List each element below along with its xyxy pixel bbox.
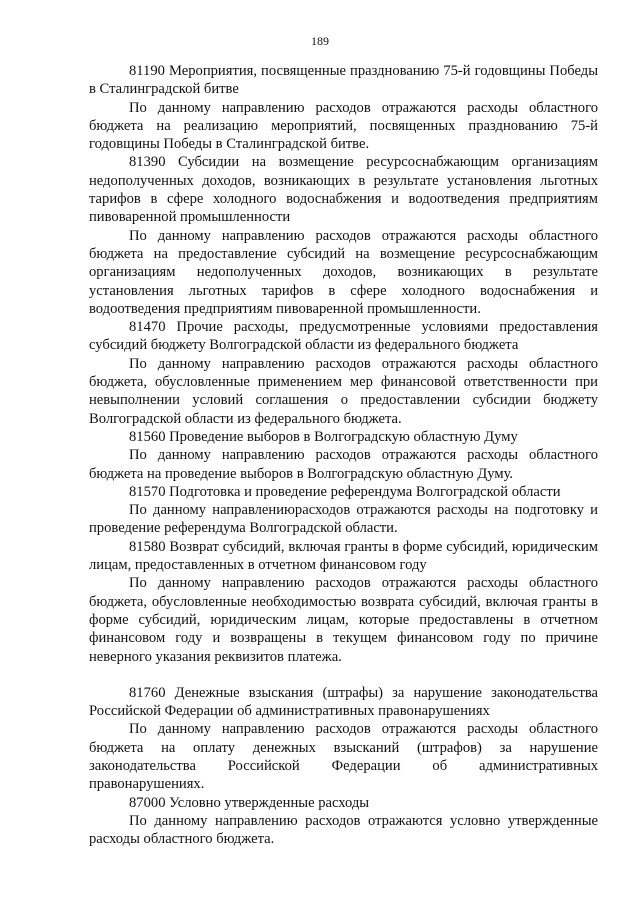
section-description-87000: По данному направлению расходов отражаются условно утвержденные расходы областного бюджета.: [89, 812, 598, 848]
section-heading-81760: 81760 Денежные взыскания (штрафы) за нарушение законодательства Российской Федерации об административных правонарушениях: [89, 684, 598, 720]
section-description-81390: По данному направлению расходов отражаются расходы областного бюджета на предоставление субсидий на возмещение ресурсоснабжающим организациям недополученных доходов, возникающих в результате установления льготных тарифов в сфере холодного водоснабжения и водоотведения предприятиям пивоваренной промышленности.: [89, 227, 598, 317]
section-description-81570: По данному направлениюрасходов отражаются расходы на подготовку и проведение референдума Волгоградской области.: [89, 502, 598, 537]
section-description-81190: По данному направлению расходов отражаются расходы областного бюджета на реализацию мероприятий, посвященных празднованию 75-й годовщины Победы в Сталинградской битве.: [89, 99, 598, 153]
section-heading-81570: 81570 Подготовка и проведение референдума Волгоградской области: [129, 483, 561, 500]
section-description-81470: По данному направлению расходов отражаются расходы областного бюджета, обусловленные применением мер финансовой ответственности при невыполнении условий соглашения о предоставлении субсидии бюджету Волгоградской области из федерального бюджета.: [89, 355, 598, 427]
section-description-81580: По данному направлению расходов отражаются расходы областного бюджета, обусловленные необходимостью возврата субсидий, включая гранты в форме субсидий, юридическим лицам, которые предоставлены в отчетном финансовом году и возвращены в текущем финансовом году по причине неверного указания реквизитов платежа.: [89, 575, 598, 665]
section-heading-87000: 87000 Условно утвержденные расходы: [129, 794, 370, 811]
section-heading-81470: 81470 Прочие расходы, предусмотренные условиями предоставления субсидий бюджету Волгоградской области из федерального бюджета: [89, 319, 598, 354]
section-heading-81580: 81580 Возврат субсидий, включая гранты в форме субсидий, юридическим лицам, предоставленных в отчетном финансовом году: [89, 538, 598, 574]
section-description-81760: По данному направлению расходов отражаются расходы областного бюджета на оплату денежных взысканий (штрафов) за нарушение законодательства Российской Федерации об административных правонарушениях.: [89, 721, 598, 793]
section-description-81560: По данному направлению расходов отражаются расходы областного бюджета на проведение выборов в Волгоградскую областную Думу.: [89, 447, 598, 482]
section-heading-81390: 81390 Субсидии на возмещение ресурсоснабжающим организациям недополученных доходов, возникающих в результате установления льготных тарифов в сфере холодного водоснабжения и водоотведения предприятиям пивоваренной промышленности: [89, 154, 598, 226]
section-heading-81560: 81560 Проведение выборов в Волгоградскую областную Думу: [129, 428, 518, 445]
page-number: 189: [311, 34, 329, 48]
document-body: [89, 62, 598, 848]
section-heading-81190: 81190 Мероприятия, посвященные празднованию 75-й годовщины Победы в Сталинградской битве: [89, 63, 598, 98]
